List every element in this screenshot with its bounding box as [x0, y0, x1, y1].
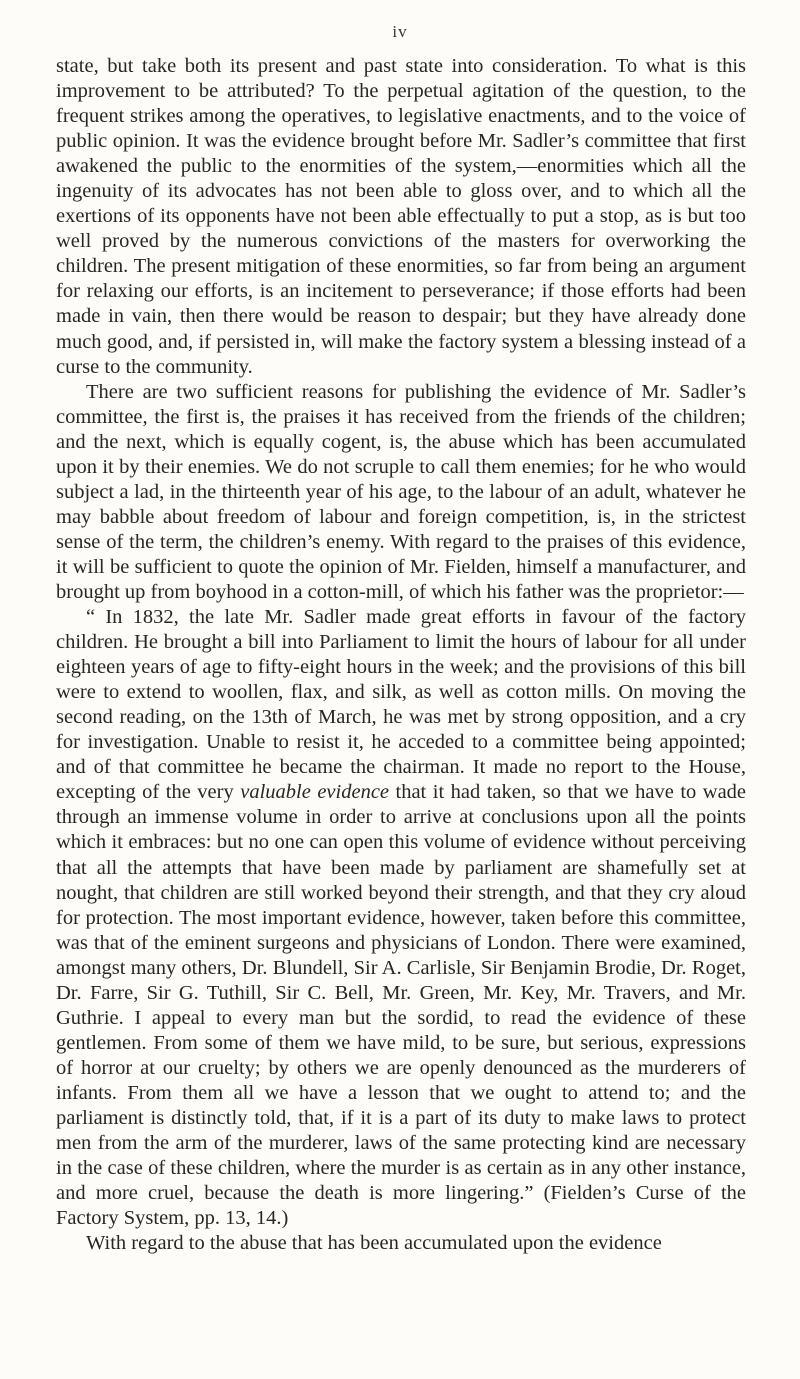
paragraph-fielden-quote	[56, 605, 746, 1231]
paragraph-reasons: There are two sufficient reasons for publishing the evidence of Mr. Sadler’s committee, the first is, the praises it has received from the friends of the children; and the next, which is equally cogent, is, the abuse which has been accumulated upon it by their enemies. We do not scruple to call them enemies; for he who would subject a lad, in the thirteenth year of his age, to the labour of an adult, whatever he may babble about freedom of labour and foreign competition, is, in the strictest sense of the term, the children’s enemy. With regard to the praises of this evidence, it will be sufficient to quote the opinion of Mr. Fielden, himself a manufacturer, and brought up from boyhood in a cotton-mill, of which his father was the proprietor:—	[56, 380, 746, 603]
quote-italic-phrase: valuable evidence	[240, 781, 390, 804]
paragraph-continued: state, but take both its present and past state into consideration. To what is this improvement to be attributed? To the perpetual agitation of the question, to the frequent strikes among the operatives, to legislative enactments, and to the voice of public opinion. It was the evidence brought before Mr. Sadler’s committee that first awakened the public to the enormities of the system,—enormities which all the ingenuity of its advocates has not been able to gloss over, and to which all the exertions of its opponents have not been able effectually to put a stop, as is but too well proved by the numerous convictions of the masters for overworking the children. The present mitigation of these enormities, so far from being an argument for relaxing our efforts, is an incitement to perseverance; if those efforts had been made in vain, then there would be reason to despair; but they have already done much good, and, if persisted in, will make the factory system a blessing instead of a curse to the community.	[56, 55, 746, 378]
body-text	[56, 54, 746, 1256]
page-number: iv	[392, 22, 408, 41]
quote-text-part-1: “ In 1832, the late Mr. Sadler made great efforts in favour of the factory children. He brought a bill into Parliament to limit the hours of labour for all under eighteen years of age to fifty-eight hours in the week; and the provisions of this bill were to extend to woollen, flax, and silk, as well as cotton mills. On moving the second reading, on the 13th of March, he was met by strong opposition, and a cry for investigation. Unable to resist it, he acceded to a committee being appointed; and of that committee he became the chairman. It made no report to the House, excepting of the very	[56, 606, 746, 804]
quote-text-part-2: that it had taken, so that we have to wade through an immense volume in order to arrive at conclusions upon all the points which it embraces: but no one can open this volume of evidence without perceiving that all the attempts that have been made by parliament are shamefully set at nought, that children are still worked beyond their strength, and that they cry aloud for protection. The most important evidence, however, taken before this committee, was that of the eminent surgeons and physicians of London. There were examined, amongst many others, Dr. Blundell, Sir A. Carlisle, Sir Benjamin Brodie, Dr. Roget, Dr. Farre, Sir G. Tuthill, Sir C. Bell, Mr. Green, Mr. Key, Mr. Travers, and Mr. Guthrie. I appeal to every man but the sordid, to read the evidence of these gentlemen. From some of them we have mild, to be sure, but serious, expressions of horror at our cruelty; by others we are openly denounced as the murderers of infants. From them all we have a lesson that we ought to attend to; and the parliament is distinctly told, that, if it is a part of its duty to make laws to protect men from the arm of the murderer, laws of the same protecting kind are necessary in the case of these children, where the murder is as certain as in any other instance, and more cruel, because the death is more lingering.” (Fielden’s Curse of the Factory System, pp. 13, 14.)	[56, 781, 747, 1230]
paragraph-closing: With regard to the abuse that has been accumulated upon the evidence	[86, 1232, 662, 1255]
